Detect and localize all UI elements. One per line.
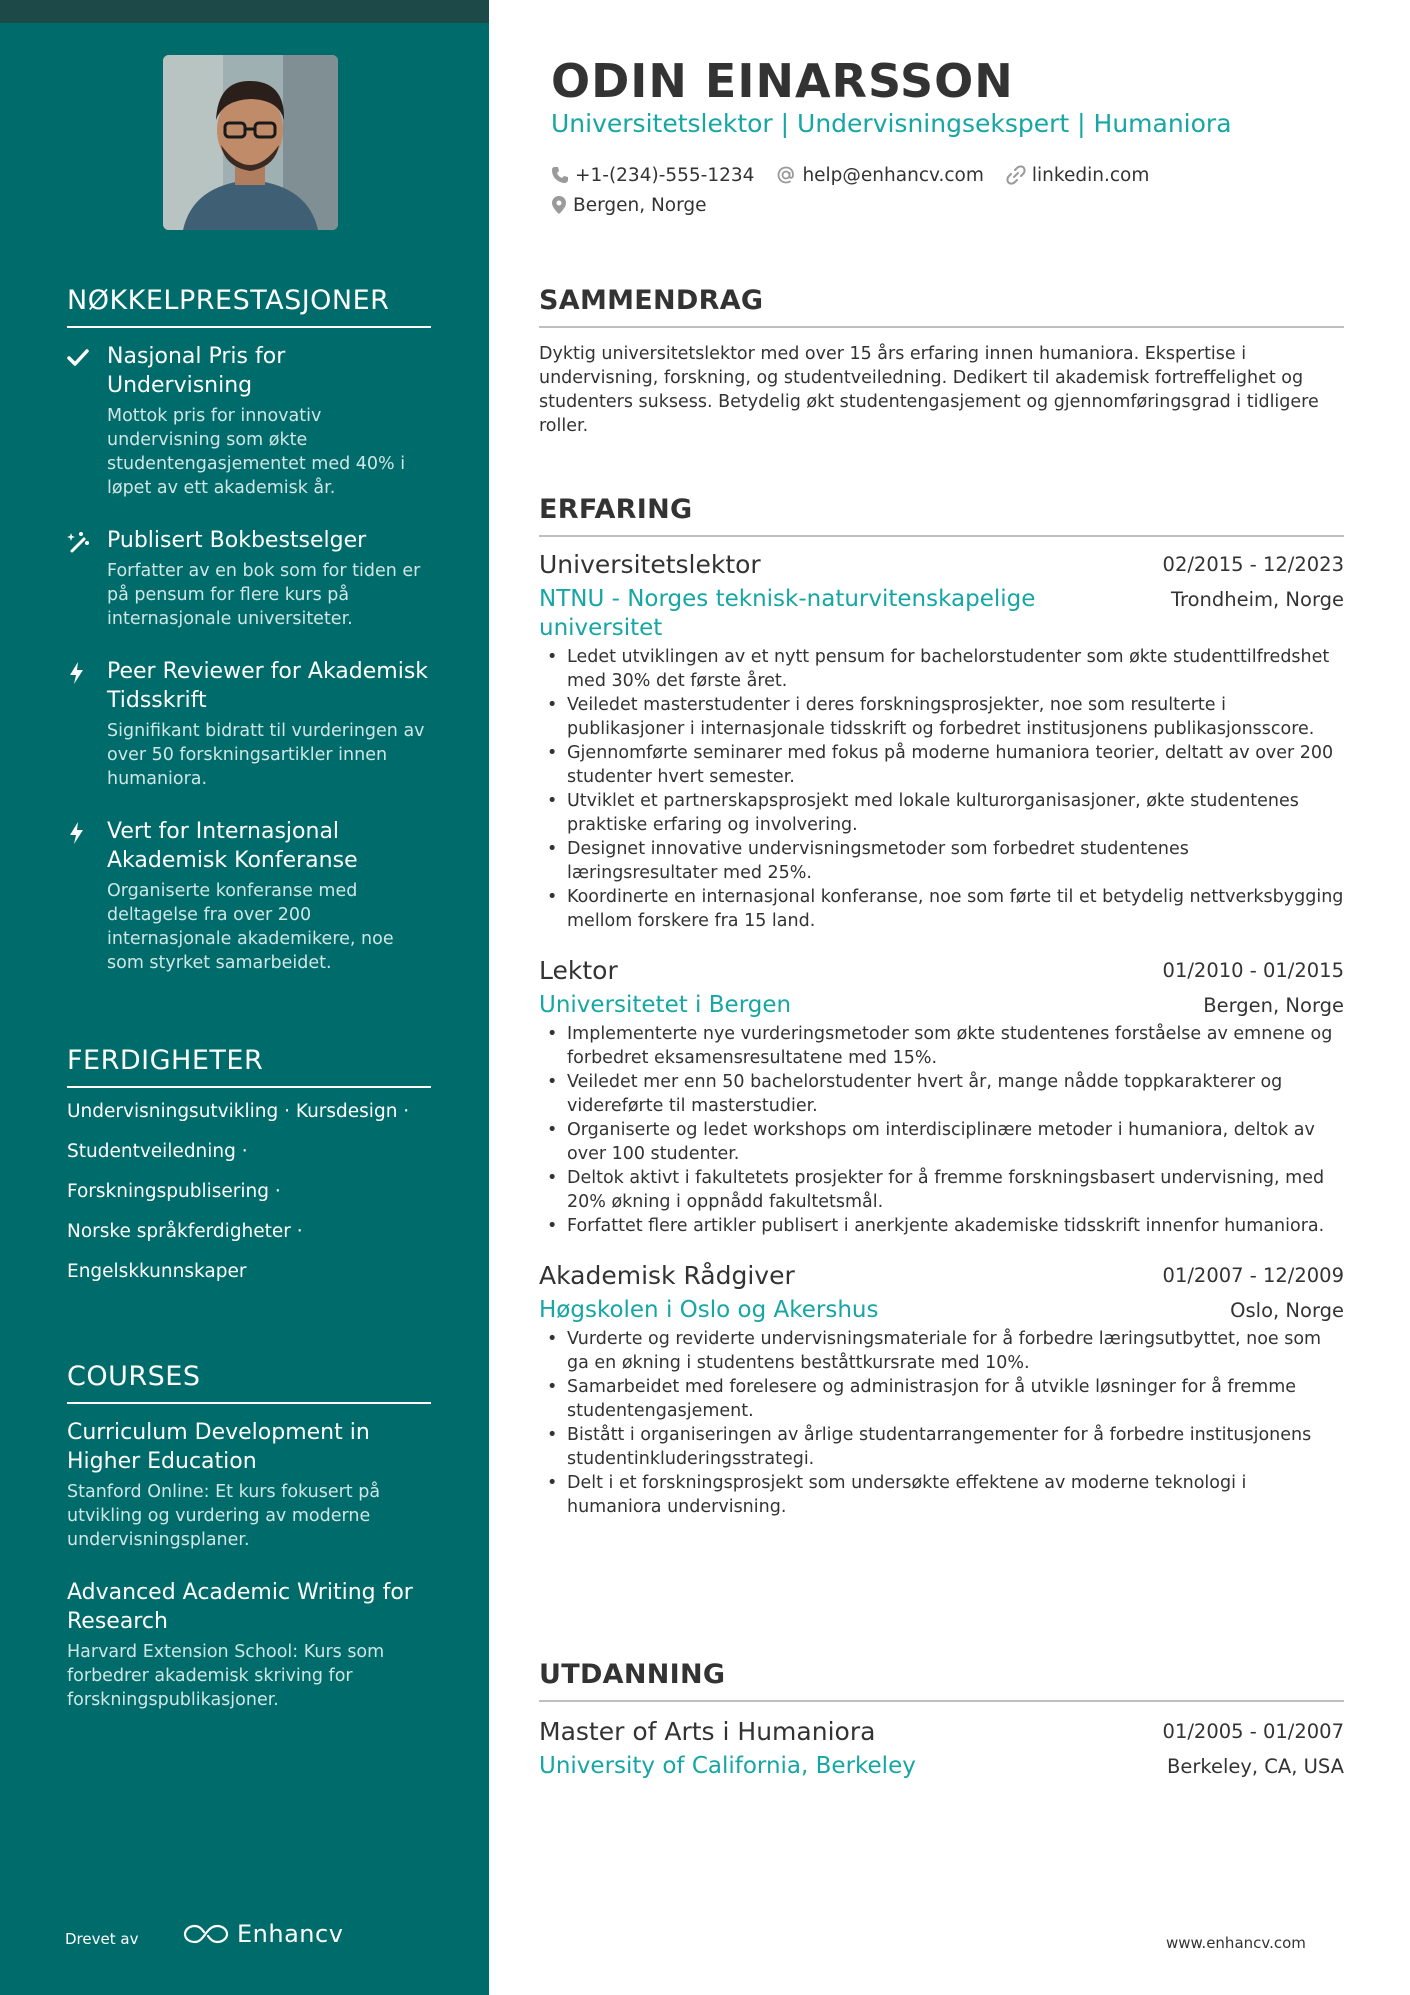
achievement-title: Vert for Internasjonal Akademisk Konferanse: [107, 819, 358, 873]
job-bullet: • Utviklet et partnerskapsprosjekt med lokale kulturorganisasjoner, økte studentenes praktiske erfaring og involvering.: [539, 789, 1344, 837]
job-title: Akademisk Rådgiver: [539, 1261, 795, 1290]
skill-line: Studentveiledning ·: [67, 1141, 248, 1162]
job-bullet: • Vurderte og reviderte undervisningsmateriale for å forbedre læringsutbyttet, noe som ga en økning i studentens beståttkursrate med 10%.: [539, 1327, 1344, 1375]
powered-by-label: Drevet av: [65, 1930, 139, 1948]
achievements-title: NØKKELPRESTASJONER: [67, 285, 431, 328]
at-sign-icon: [776, 165, 796, 185]
checkmark-icon: [67, 342, 107, 500]
achievement-item: [67, 817, 431, 975]
job-bullet: • Bistått i organiseringen av årlige studentarrangementer for å forbedre institusjonens studentinkluderingsstrategi.: [539, 1423, 1344, 1471]
brand-name: Enhancv: [237, 1920, 344, 1948]
job-location: Bergen, Norge: [1203, 994, 1344, 1017]
job-bullet: • Veiledet mer enn 50 bachelorstudenter hvert år, mange nådde toppkarakterer og videreførte til masterstudier.: [539, 1070, 1344, 1118]
lightning-icon: [67, 657, 107, 791]
summary-section: [539, 285, 1344, 438]
sidebar-top-bar: [0, 0, 489, 23]
achievement-item: [67, 342, 431, 500]
linkedin-contact[interactable]: [1006, 165, 1149, 186]
job-bullets: [539, 1022, 1344, 1238]
job-bullet: • Forfattet flere artikler publisert i anerkjente akademiske tidsskrift innenfor humaniora.: [539, 1214, 1344, 1238]
infinity-logo-icon: [183, 1922, 229, 1946]
candidate-name: ODIN EINARSSON: [551, 54, 1014, 108]
education-location: Berkeley, CA, USA: [1166, 1755, 1344, 1778]
job-bullet: • Designet innovative undervisningsmetoder som forbedret studentenes læringsresultater med 25%.: [539, 837, 1344, 885]
summary-title: SAMMENDRAG: [539, 285, 1344, 328]
achievement-description: Signifikant bidratt til vurderingen av over 50 forskningsartikler innen humaniora.: [107, 721, 425, 789]
job-bullet: • Implementerte nye vurderingsmetoder som økte studentenes forståelse av emnene og forbedret eksamensresultatene med 15%.: [539, 1022, 1344, 1070]
location-pin-icon: [551, 195, 567, 215]
skill-line: Forskningspublisering ·: [67, 1181, 281, 1202]
job-bullets: [539, 1327, 1344, 1519]
education-entry: [539, 1716, 1344, 1781]
lightning-icon: [67, 817, 107, 975]
summary-text: Dyktig universitetslektor med over 15 års erfaring innen humaniora. Ekspertise i undervisning, forskning, og studentveiledning. Dedikert til akademisk fortreffelighet og studenters suksess. Betydelig økt studentengasjement og gjennomføringsgrad i tidligere roller.: [539, 344, 1319, 436]
course-description: Harvard Extension School: Kurs som forbedrer akademisk skriving for forskningspublikasjoner.: [67, 1642, 385, 1710]
education-date: 01/2005 - 01/2007: [1162, 1720, 1344, 1743]
job-bullet: • Ledet utviklingen av et nytt pensum for bachelorstudenter som økte studenttilfredshet med 30% det første året.: [539, 645, 1344, 693]
skill-line: Norske språkferdigheter ·: [67, 1221, 303, 1242]
phone-contact[interactable]: [551, 165, 754, 186]
sidebar: [0, 0, 489, 1995]
course-description: Stanford Online: Et kurs fokusert på utvikling og vurdering av moderne undervisningsplaner.: [67, 1482, 381, 1550]
job-bullet: • Deltok aktivt i fakultetets prosjekter for å fremme forskningsbasert undervisning, med 20% økning i oppnådd fakultetsmål.: [539, 1166, 1344, 1214]
enhancv-logo[interactable]: [183, 1920, 343, 1948]
skill-line: Undervisningsutvikling · Kursdesign ·: [67, 1101, 410, 1122]
course-item: [67, 1418, 431, 1552]
job-location: Trondheim, Norge: [1170, 588, 1344, 611]
skill-line: Engelskkunnskaper: [67, 1261, 247, 1282]
education-title: UTDANNING: [539, 1659, 1344, 1702]
achievement-title: Nasjonal Pris for Undervisning: [107, 344, 286, 398]
achievement-description: Forfatter av en bok som for tiden er på pensum for flere kurs på internasjonale universiteter.: [107, 561, 421, 629]
email-address: help@enhancv.com: [802, 164, 984, 186]
job-bullet: • Koordinerte en internasjonal konferanse, noe som førte til et betydelig nettverksbygging mellom forskere fra 15 land.: [539, 885, 1344, 933]
experience-section: [539, 494, 1344, 1519]
contact-info: [551, 160, 1251, 220]
job-location: Oslo, Norge: [1230, 1299, 1344, 1322]
achievement-title: Peer Reviewer for Akademisk Tidsskrift: [107, 659, 429, 713]
courses-section: [67, 1361, 431, 1712]
job-title: Lektor: [539, 956, 618, 985]
course-item: [67, 1578, 431, 1712]
course-title: Curriculum Development in Higher Education: [67, 1420, 370, 1474]
school-name: University of California, Berkeley: [539, 1753, 916, 1779]
job-company: Universitetet i Bergen: [539, 992, 792, 1018]
skills-title: FERDIGHETER: [67, 1045, 431, 1088]
skills-section: [67, 1045, 431, 1300]
education-section: [539, 1659, 1344, 1781]
job-bullet: • Samarbeidet med forelesere og administrasjon for å utvikle løsninger for å fremme studentengasjement.: [539, 1375, 1344, 1423]
job-company: NTNU - Norges teknisk-naturvitenskapelige universitet: [539, 586, 1036, 641]
job-date: 01/2007 - 12/2009: [1162, 1264, 1344, 1287]
achievement-description: Organiserte konferanse med deltagelse fra over 200 internasjonale akademikere, noe som styrket samarbeidet.: [107, 881, 394, 973]
job-entry: [539, 549, 1344, 933]
job-title: Universitetslektor: [539, 550, 761, 579]
phone-icon: [551, 166, 569, 184]
location-text: Bergen, Norge: [573, 194, 707, 216]
location-contact: [551, 195, 707, 216]
achievements-section: [67, 285, 431, 975]
degree-title: Master of Arts i Humaniora: [539, 1717, 876, 1746]
job-bullet: • Delt i et forskningsprosjekt som undersøkte effektene av moderne teknologi i humaniora undervisning.: [539, 1471, 1344, 1519]
courses-title: COURSES: [67, 1361, 431, 1404]
course-title: Advanced Academic Writing for Research: [67, 1580, 413, 1634]
footer-website[interactable]: www.enhancv.com: [1166, 1934, 1306, 1952]
achievement-item: [67, 526, 431, 631]
job-bullet: • Gjennomførte seminarer med fokus på moderne humaniora teorier, deltatt av over 200 studenter hvert semester.: [539, 741, 1344, 789]
achievement-description: Mottok pris for innovativ undervisning som økte studentengasjementet med 40% i løpet av ett akademisk år.: [107, 406, 406, 498]
linkedin-url: linkedin.com: [1031, 164, 1150, 186]
job-bullet: • Veiledet masterstudenter i deres forskningsprosjekter, noe som resulterte i publikasjoner i internasjonale tidsskrift og forbedret institusjonens publikasjonsscore.: [539, 693, 1344, 741]
job-entry: [539, 955, 1344, 1238]
candidate-headline: Universitetslektor | Undervisningsekspert | Humaniora: [551, 109, 1232, 138]
job-bullet: • Organiserte og ledet workshops om interdisciplinære metoder i humaniora, deltok av over 100 studenter.: [539, 1118, 1344, 1166]
skills-list: [67, 1100, 431, 1284]
job-company: Høgskolen i Oslo og Akershus: [539, 1297, 879, 1323]
achievement-item: [67, 657, 431, 791]
phone-number: +1-(234)-555-1234: [575, 164, 755, 186]
achievement-title: Publisert Bokbestselger: [107, 528, 367, 553]
job-date: 01/2010 - 01/2015: [1162, 959, 1344, 982]
experience-title: ERFARING: [539, 494, 1344, 537]
job-bullets: [539, 645, 1344, 933]
email-contact[interactable]: [776, 165, 983, 186]
link-icon: [1006, 165, 1026, 185]
job-entry: [539, 1260, 1344, 1519]
profile-photo: [163, 55, 338, 230]
magic-wand-icon: [67, 526, 107, 631]
job-date: 02/2015 - 12/2023: [1162, 553, 1344, 576]
